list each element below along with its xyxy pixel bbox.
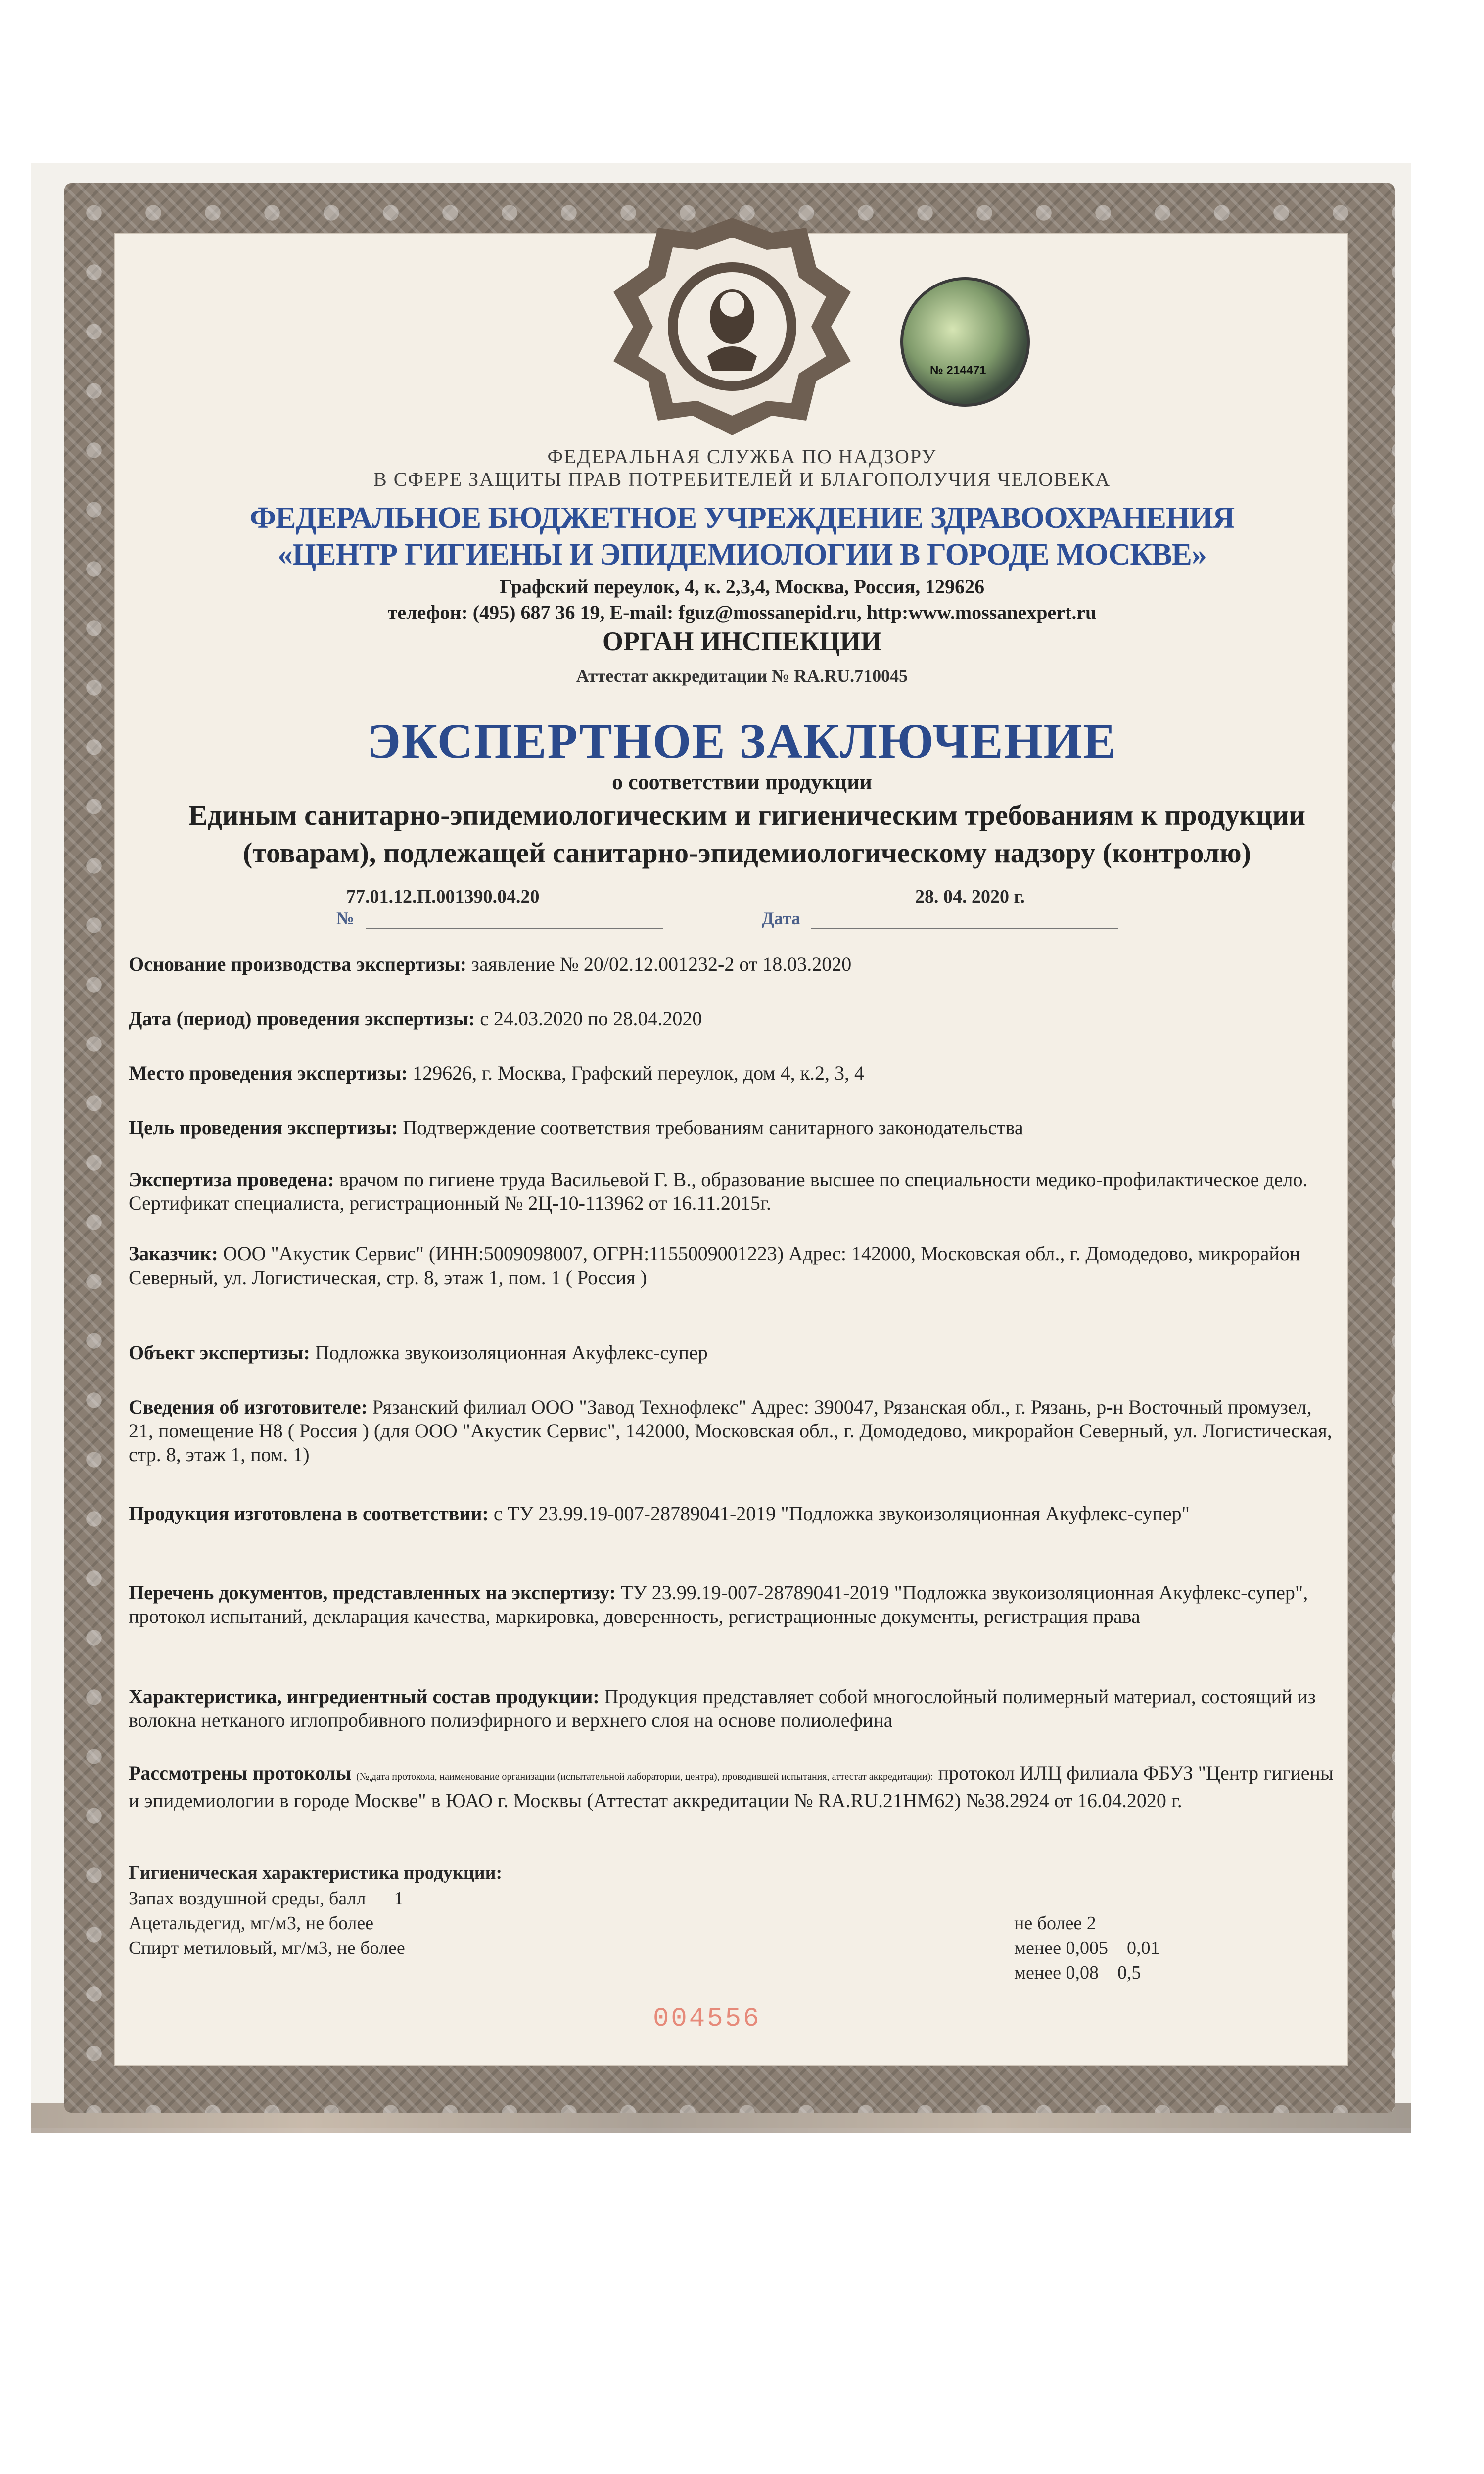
number-underline <box>366 928 663 929</box>
field-composition: Характеристика, ингредиентный состав продукции: Продукция представляет собой многослойный полимерный материал, состоящий из волокна нетканого иглопробивного полиэфирного и верхнего слоя на основе полиолефина <box>129 1685 1316 1731</box>
field-manufacturer: Сведения об изготовителе: Рязанский филиал ООО "Завод Технофлекс" Адрес: 390047, Рязанская обл., г. Рязань, р-н Восточный промузел, 21, помещение Н8 ( Россия ) (для ООО "Акустик Сервис", 142000, Московская обл., г. Домодедово, микрорайон Северный, ул. Логистическая, стр. 8, этаж 1, пом. 1) <box>129 1396 1332 1466</box>
hygiene-methanol-value: менее 0,08 0,5 <box>1014 1962 1141 1983</box>
serial-number: 004556 <box>653 2004 761 2034</box>
field-basis: Основание производства экспертизы: заявление № 20/02.12.001232-2 от 18.03.2020 <box>129 953 852 975</box>
org-address: Графский переулок, 4, к. 2,3,4, Москва, Россия, 129626 <box>499 575 985 598</box>
header-line2: В СФЕРЕ ЗАЩИТЫ ПРАВ ПОТРЕБИТЕЛЕЙ И БЛАГОПОЛУЧИЯ ЧЕЛОВЕКА <box>373 468 1111 490</box>
field-object: Объект экспертизы: Подложка звукоизоляционная Акуфлекс-супер <box>129 1341 708 1364</box>
hologram-number: № 214471 <box>930 364 986 377</box>
number-label: № <box>336 908 355 928</box>
document-number: 77.01.12.П.001390.04.20 <box>346 886 540 907</box>
hygiene-row-methanol: Спирт метиловый, мг/м3, не более <box>129 1938 405 1958</box>
header-agency <box>148 445 1336 491</box>
emblem-seal-icon <box>594 213 871 440</box>
org-line1: ФЕДЕРАЛЬНОЕ БЮДЖЕТНОЕ УЧРЕЖДЕНИЕ ЗДРАВООХРАНЕНИЯ <box>249 501 1235 535</box>
date-label: Дата <box>762 908 800 928</box>
organization-name <box>148 500 1336 573</box>
document-scope: Единым санитарно-эпидемиологическим и гигиеническим требованиям к продукции (товарам), подлежащей санитарно-эпидемиологическому надзору (контролю) <box>188 799 1306 869</box>
field-protocols: Рассмотрены протоколы (№,дата протокола, наименование организации (испытательной лаборатории, центра), проводившей испытания, аттестат аккредитации): протокол ИЛЦ филиала ФБУЗ "Центр гигиены и эпидемиологии в городе Москве" в ЮАО г. Москвы (Аттестат аккредитации № RA.RU.21НМ62) №38.2924 от 16.04.2020 г. <box>129 1762 1334 1811</box>
org-contacts: телефон: (495) 687 36 19, E-mail: fguz@mossanepid.ru, http:www.mossanexpert.ru <box>387 601 1097 623</box>
field-period: Дата (период) проведения экспертизы: с 24.03.2020 по 28.04.2020 <box>129 1007 702 1030</box>
field-expert: Экспертиза проведена: врачом по гигиене труда Васильевой Г. В., образование высшее по специальности медико-профилактическое дело. Сертификат специалиста, регистрационный № 2Ц-10-113962 от 16.11.2015г. <box>129 1168 1308 1214</box>
field-place: Место проведения экспертизы: 129626, г. Москва, Графский переулок, дом 4, к.2, 3, 4 <box>129 1062 865 1084</box>
document-subtitle: о соответствии продукции <box>612 770 872 794</box>
hologram-sticker <box>900 277 1030 407</box>
document-date: 28. 04. 2020 г. <box>915 886 1025 907</box>
date-underline <box>811 928 1118 929</box>
org-line2: «ЦЕНТР ГИГИЕНЫ И ЭПИДЕМИОЛОГИИ В ГОРОДЕ МОСКВЕ» <box>278 538 1206 571</box>
inspection-body-label: ОРГАН ИНСПЕКЦИИ <box>602 626 882 656</box>
hygiene-acetaldehyde-value: менее 0,005 0,01 <box>1014 1938 1160 1958</box>
field-customer: Заказчик: ООО "Акустик Сервис" (ИНН:5009098007, ОГРН:1155009001223) Адрес: 142000, Московская обл., г. Домодедово, микрорайон Северный, ул. Логистическая, стр. 8, этаж 1, пом. 1 ( Россия ) <box>129 1242 1300 1288</box>
hygiene-row-odor: Запах воздушной среды, балл 1 <box>129 1888 404 1909</box>
hygiene-heading: Гигиеническая характеристика продукции: <box>129 1862 503 1883</box>
organization-contacts <box>148 574 1336 625</box>
field-conformity: Продукция изготовлена в соответствии: с ТУ 23.99.19-007-28789041-2019 "Подложка звукоизоляционная Акуфлекс-супер" <box>129 1502 1190 1524</box>
hygiene-odor-norm: не более 2 <box>1014 1913 1096 1934</box>
field-documents: Перечень документов, представленных на экспертизу: ТУ 23.99.19-007-28789041-2019 "Подложка звукоизоляционная Акуфлекс-супер", протокол испытаний, декларация качества, маркировка, доверенность, регистрационные документы, регистрация права <box>129 1581 1308 1627</box>
document-title: ЭКСПЕРТНОЕ ЗАКЛЮЧЕНИЕ <box>367 714 1117 768</box>
header-line1: ФЕДЕРАЛЬНАЯ СЛУЖБА ПО НАДЗОРУ <box>547 445 937 468</box>
accreditation-label: Аттестат аккредитации № RA.RU.710045 <box>576 666 908 686</box>
hygiene-row-acetaldehyde: Ацетальдегид, мг/м3, не более <box>129 1913 374 1934</box>
field-purpose: Цель проведения экспертизы: Подтверждение соответствия требованиям санитарного законодательства <box>129 1116 1023 1139</box>
